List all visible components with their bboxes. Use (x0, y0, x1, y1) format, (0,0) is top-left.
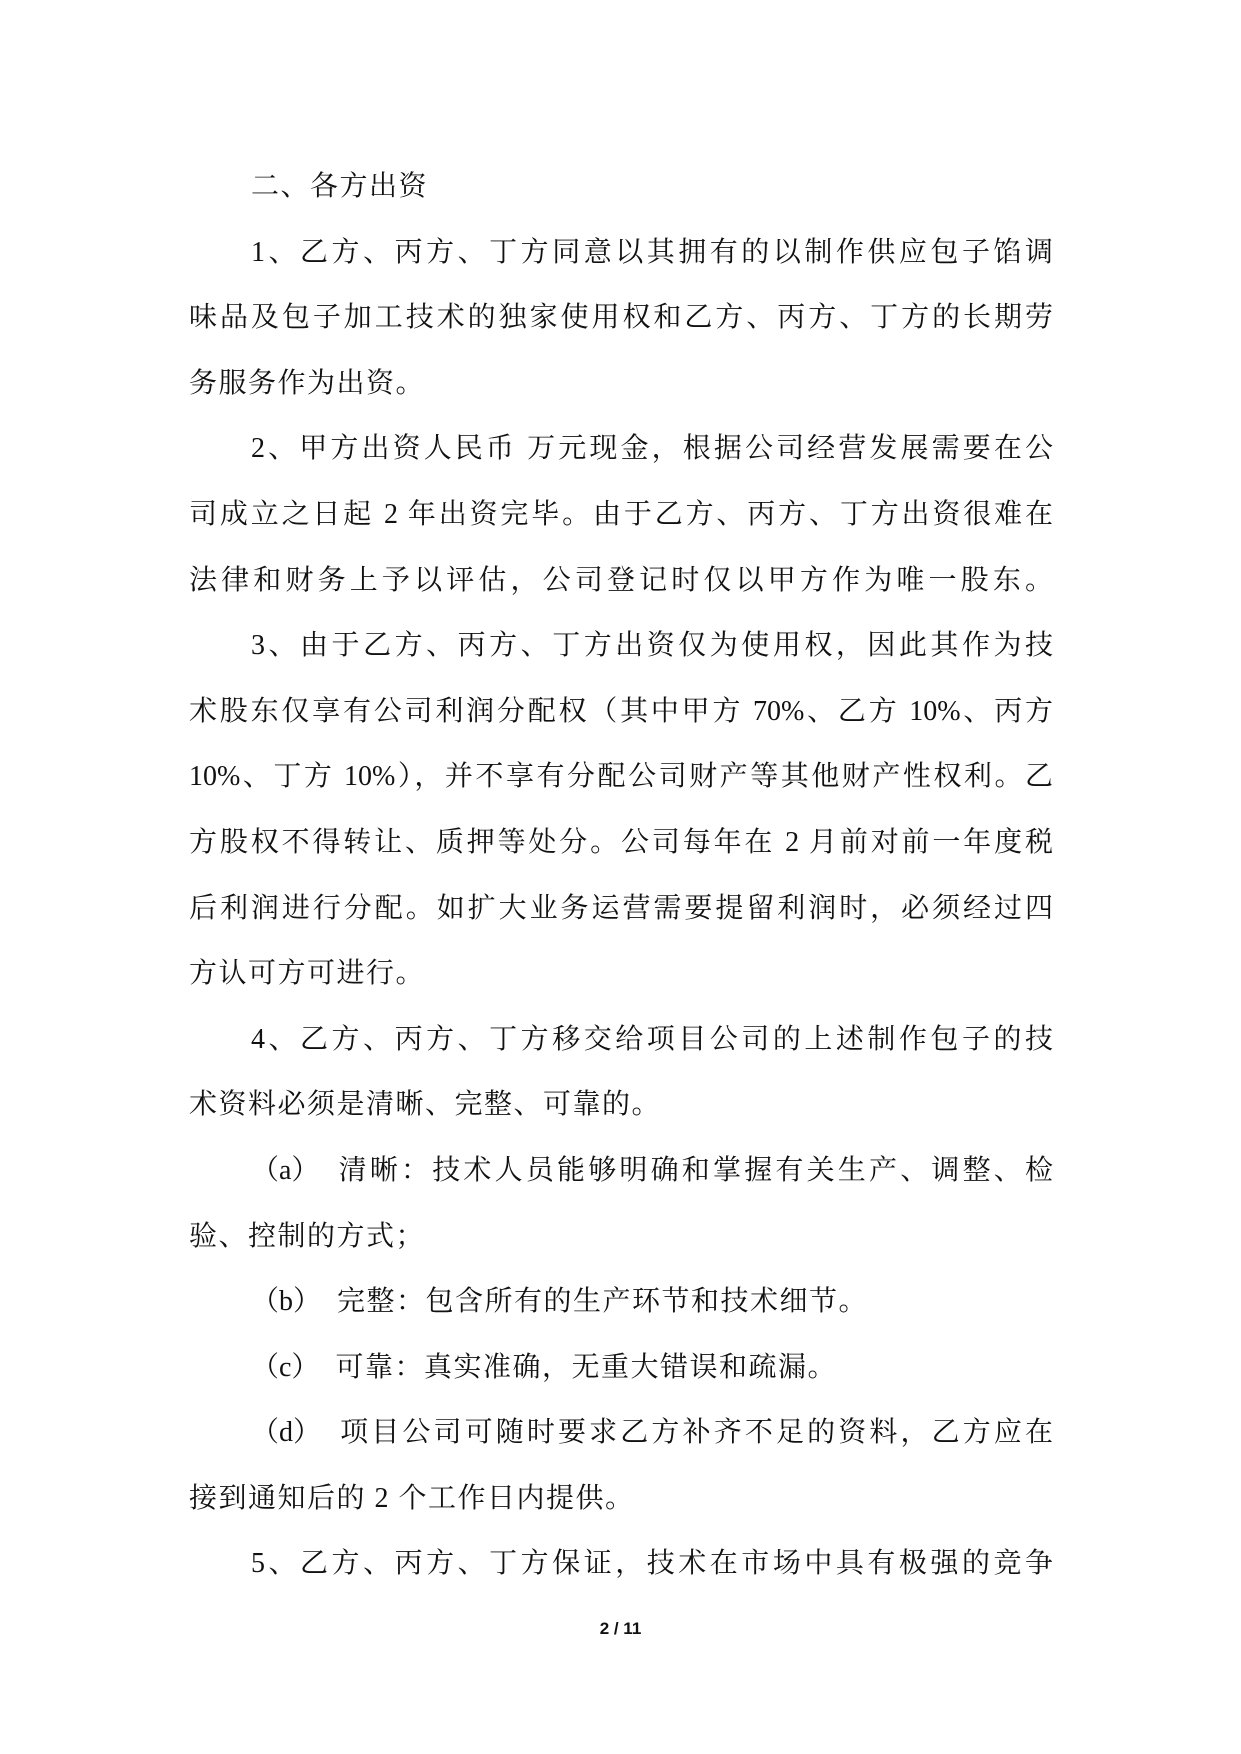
sub-item-d-text: 项目公司可随时要求乙方补齐不足的资料，乙方应在 (337, 1417, 1053, 1449)
sub-item-b-line-1 (189, 1269, 1053, 1335)
sub-item-c-text: 可靠：真实准确，无重大错误和疏漏。 (335, 1351, 837, 1383)
clause-1-line-3: 务服务作为出资。 (189, 367, 426, 399)
sub-item-a-label: （a） (251, 1154, 320, 1186)
clause-3-line-5: 后利润进行分配。如扩大业务运营需要提留利润时，必须经过四 (189, 892, 1053, 924)
clause-4-line-1: 4、乙方、丙方、丁方移交给项目公司的上述制作包子的技 (251, 1023, 1053, 1055)
sub-item-b-text: 完整：包含所有的生产环节和技术细节。 (337, 1286, 869, 1318)
sub-item-d (189, 1400, 1053, 1531)
page-number: 2 / 11 (599, 1619, 642, 1638)
body-text (189, 154, 1053, 1597)
clause-2-line-2: 司成立之日起 2 年出资完毕。由于乙方、丙方、丁方出资很难在 (189, 498, 1053, 530)
sub-item-c-label: （c） (251, 1351, 320, 1383)
clause-4-line-2: 术资料必须是清晰、完整、可靠的。 (189, 1089, 662, 1121)
clause-5-line-1: 5、乙方、丙方、丁方保证，技术在市场中具有极强的竞争 (251, 1548, 1053, 1580)
clause-3-line-4: 方股权不得转让、质押等处分。公司每年在 2 月前对前一年度税 (189, 826, 1053, 858)
clause-4 (189, 1007, 1053, 1532)
clause-3 (189, 613, 1053, 1007)
clause-1-line-1: 1、乙方、丙方、丁方同意以其拥有的以制作供应包子馅调 (251, 236, 1053, 268)
clause-3-line-1: 3、由于乙方、丙方、丁方出资仅为使用权，因此其作为技 (251, 630, 1053, 662)
clause-3-line-2: 术股东仅享有公司利润分配权（其中甲方 70%、乙方 10%、丙方 (189, 695, 1053, 727)
clause-3-line-6: 方认可方可进行。 (189, 958, 426, 990)
clause-2 (189, 416, 1053, 613)
sub-item-a-text: 清晰：技术人员能够明确和掌握有关生产、调整、检 (335, 1154, 1053, 1186)
sub-item-a-line-2: 验、控制的方式； (189, 1220, 426, 1252)
clause-5 (189, 1531, 1053, 1597)
clause-3-line-3: 10%、丁方 10%），并不享有分配公司财产等其他财产性权利。乙 (189, 761, 1053, 793)
sub-item-c (189, 1335, 1053, 1401)
sub-item-c-line-1 (189, 1335, 1053, 1401)
clause-1 (189, 220, 1053, 417)
sub-item-d-line-1 (189, 1400, 1053, 1466)
clause-2-line-3: 法律和财务上予以评估，公司登记时仅以甲方作为唯一股东。 (189, 564, 1053, 596)
sub-item-a-line-1 (189, 1138, 1053, 1204)
sub-item-b-label: （b） (251, 1286, 322, 1318)
section-heading: 二、各方出资 (251, 171, 429, 202)
sub-item-d-label: （d） (251, 1417, 322, 1449)
clause-1-line-2: 味品及包子加工技术的独家使用权和乙方、丙方、丁方的长期劳 (189, 302, 1053, 334)
sub-item-a (189, 1138, 1053, 1269)
clause-2-line-1: 2、甲方出资人民币 万元现金，根据公司经营发展需要在公 (251, 433, 1053, 465)
sub-item-d-line-2: 接到通知后的 2 个工作日内提供。 (189, 1482, 635, 1514)
sub-item-b (189, 1269, 1053, 1335)
